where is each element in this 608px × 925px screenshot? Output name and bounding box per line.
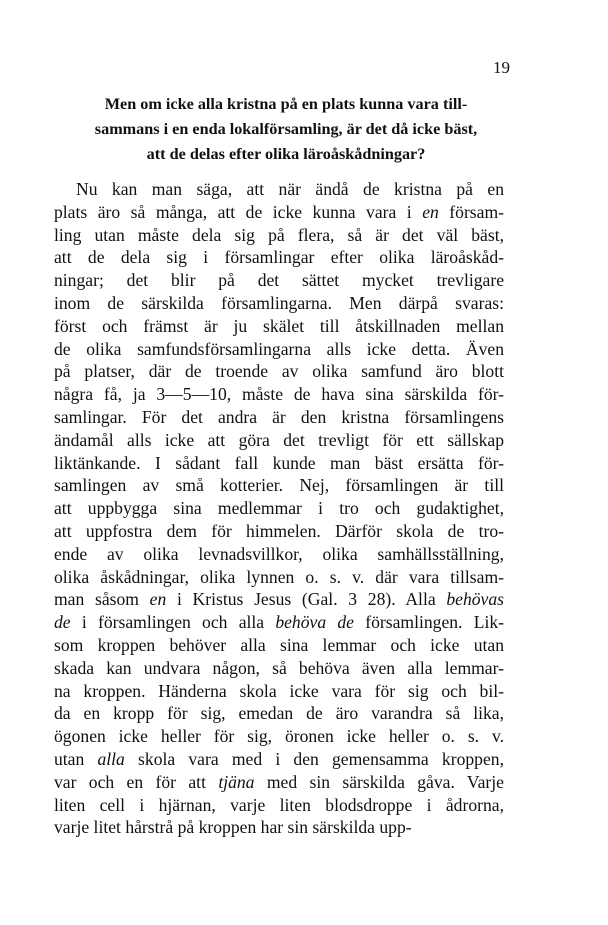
body-line: olika åskådningar, olika lynnen o. s. v. där vara tillsam- xyxy=(54,566,504,587)
body-line: var och en för att tjäna med sin särskilda gåva. Varje xyxy=(54,771,504,792)
body-line: de i församlingen och alla behöva de församlingen. Lik- xyxy=(54,612,504,633)
body-line: att de dela sig i församlingar efter olika läroåskåd- xyxy=(54,247,504,268)
body-line: ende av olika levnadsvillkor, olika samhällsställning, xyxy=(54,543,504,564)
body-line: liktänkande. I sådant fall kunde man bäst ersätta för- xyxy=(54,452,504,473)
body-line: man såsom en i Kristus Jesus (Gal. 3 28). Alla behövas xyxy=(54,589,504,610)
body-line: plats äro så många, att de icke kunna vara i en försam- xyxy=(54,201,504,222)
body-line: några få, ja 3—5—10, måste de hava sina särskilda för- xyxy=(54,384,504,405)
page-number: 19 xyxy=(493,58,510,77)
body-line: de olika samfundsförsamlingarna alls icke detta. Även xyxy=(54,338,504,359)
body-line: inom de särskilda församlingarna. Men därpå svaras: xyxy=(54,292,504,313)
body-line: utan alla skola vara med i den gemensamma kroppen, xyxy=(54,748,504,769)
body-line: att uppfostra dem för himmelen. Därför skola de tro- xyxy=(54,520,504,541)
body-line: att uppbygga sina medlemmar i tro och gudaktighet, xyxy=(54,498,504,519)
body-line: samlingen av små kotterier. Nej, församlingen är till xyxy=(54,475,504,496)
body-line: varje litet hårstrå på kroppen har sin särskilda upp- xyxy=(54,817,412,838)
body-line: som kroppen behöver alla sina lemmar och icke utan xyxy=(54,634,504,655)
body-line: på platser, där de troende av olika samfund äro blott xyxy=(54,361,504,382)
section-heading xyxy=(54,92,518,167)
body-line: samlingar. För det andra är den kristna församlingens xyxy=(54,406,504,427)
body-line: ändamål alls icke att göra det trevligt för ett sällskap xyxy=(54,429,504,450)
heading-line: att de delas efter olika läroåskådningar? xyxy=(146,145,426,163)
body-line: da en kropp för sig, emedan de äro varandra så lika, xyxy=(54,703,504,724)
body-line: skada kan undvara någon, så behöva även alla lemmar- xyxy=(54,657,504,678)
body-line: ningar; det blir på det sättet mycket trevligare xyxy=(54,270,504,291)
heading-line: sammans i en enda lokalförsamling, är det då icke bäst, xyxy=(94,120,478,138)
body-line: Nu kan man säga, att när ändå de kristna på en xyxy=(76,179,504,199)
body-line: na kroppen. Händerna skola icke vara för sig och bil- xyxy=(54,680,504,701)
body-line: ögonen icke heller för sig, öronen icke heller o. s. v. xyxy=(54,726,504,747)
heading-line: Men om icke alla kristna på en plats kunna vara till- xyxy=(104,95,468,113)
body-line: först och främst är ju skälet till åtskillnaden mellan xyxy=(54,315,504,336)
body-line: liten cell i hjärnan, varje liten blodsdroppe i ådrorna, xyxy=(54,794,504,815)
body-line: ling utan måste dela sig på flera, så är det väl bäst, xyxy=(54,224,504,245)
body-paragraph xyxy=(54,178,504,839)
